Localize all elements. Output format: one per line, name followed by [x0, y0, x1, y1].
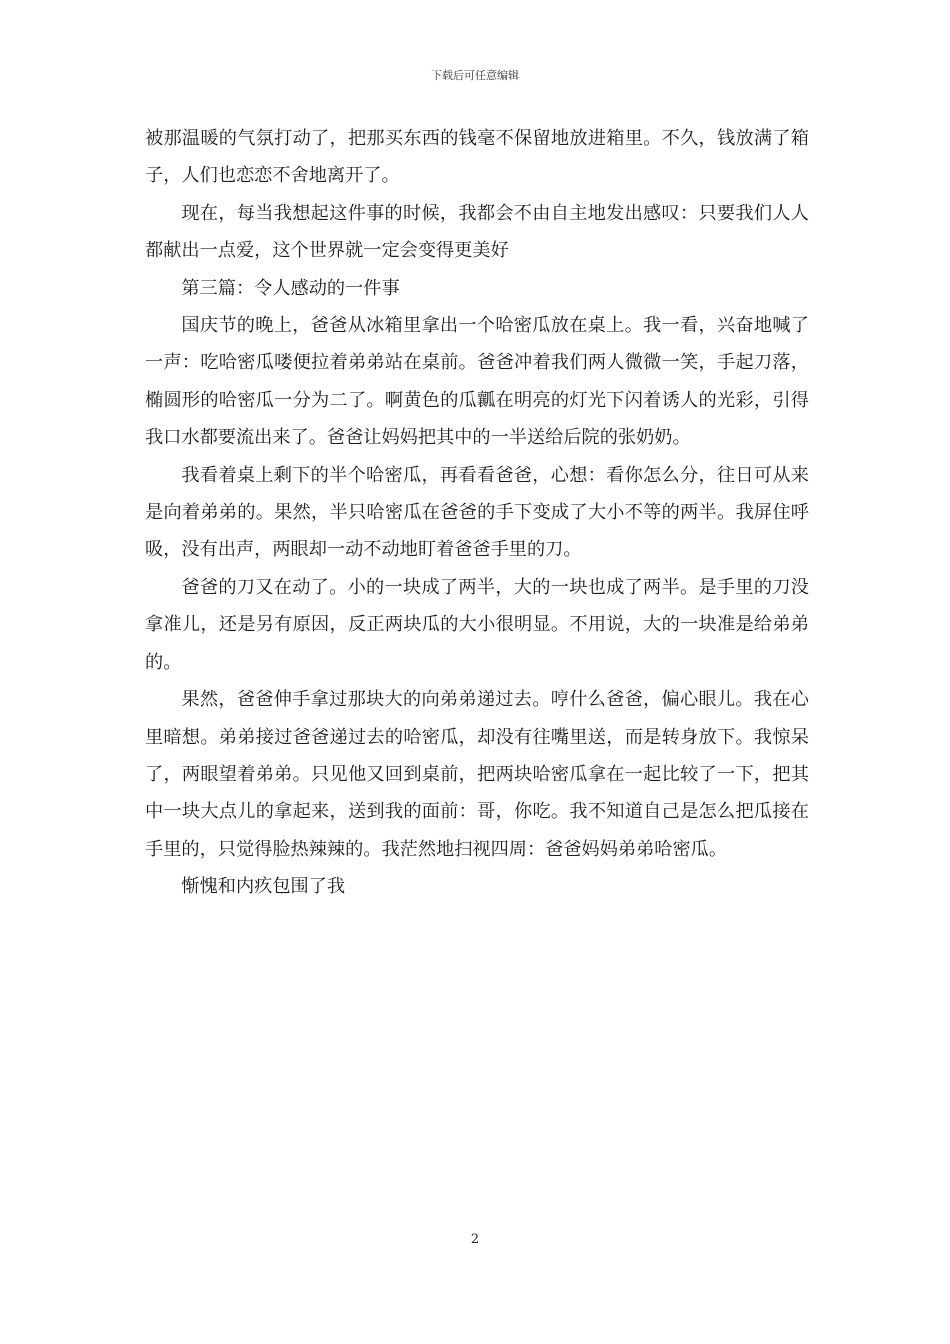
section-heading: 第三篇：令人感动的一件事 [181, 277, 400, 299]
page-header: 下载后可任意编辑 [431, 69, 519, 82]
paragraph-1: 被那温暖的气氛打动了，把那买东西的钱毫不保留地放进箱里。不久，钱放满了箱子，人们也恋恋不舍地离开了。 [145, 128, 809, 187]
paragraph-6: 果然，爸爸伸手拿过那块大的向弟弟递过去。哼什么爸爸，偏心眼儿。我在心里暗想。弟弟接过爸爸递过去的哈密瓜，却没有往嘴里送，而是转身放下。我惊呆了，两眼望着弟弟。只见他又回到桌前，把两块哈密瓜拿在一起比较了一下，把其中一块大点儿的拿起来，送到我的面前：哥，你吃。我不知道自己是怎么把瓜接在手里的，只觉得脸热辣辣的。我茫然地扫视四周：爸爸妈妈弟弟哈密瓜。 [145, 689, 809, 860]
paragraph-2: 现在，每当我想起这件事的时候，我都会不由自主地发出感叹：只要我们人人都献出一点爱，这个世界就一定会变得更美好 [145, 202, 809, 262]
paragraph-3: 国庆节的晚上，爸爸从冰箱里拿出一个哈密瓜放在桌上。我一看，兴奋地喊了一声：吃哈密瓜喽便拉着弟弟站在桌前。爸爸冲着我们两人微微一笑，手起刀落，椭圆形的哈密瓜一分为二了。啊黄色的瓜瓤在明亮的灯光下闪着诱人的光彩，引得我口水都要流出来了。爸爸让妈妈把其中的一半送给后院的张奶奶。 [145, 315, 809, 449]
page-number: 2 [470, 1232, 480, 1247]
paragraph-5: 爸爸的刀又在动了。小的一块成了两半，大的一块也成了两半。是手里的刀没拿准儿，还是另有原因，反正两块瓜的大小很明显。不用说，大的一块准是给弟弟的。 [145, 576, 809, 673]
document-body [145, 120, 809, 906]
paragraph-7: 惭愧和内疚包围了我 [181, 876, 346, 898]
paragraph-4: 我看着桌上剩下的半个哈密瓜，再看看爸爸，心想：看你怎么分，往日可从来是向着弟弟的。果然，半只哈密瓜在爸爸的手下变成了大小不等的两半。我屏住呼吸，没有出声，两眼却一动不动地盯着爸爸手里的刀。 [145, 464, 809, 561]
